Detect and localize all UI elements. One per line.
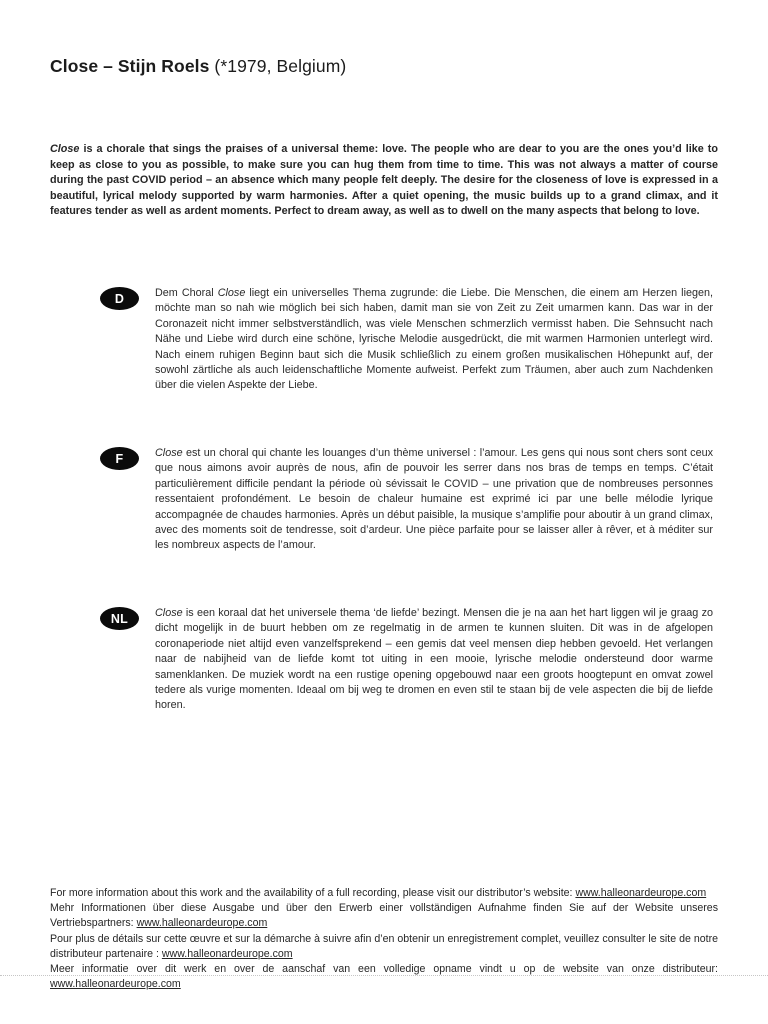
footer-paragraph-dutch [50, 962, 718, 992]
footer [50, 886, 718, 992]
paragraph-text: is een koraal dat het universele thema ‘de liefde’ bezingt. Mensen die je na aan het hart liggen wil je graag zo dicht mogelijk in de buurt hebben om ze regelmatig in de armen te kunnen sluiten. Dit was in de afgelopen coronaperiode niet altijd even vanzelfsprekend – een gemis dat veel mensen diep hebben gevoeld. Het verlangen naar de nabijheid van de liefde komt tot uiting in een mooie, lyrische melodie ondersteund door warme samenklanken. De muziek wordt na een rustige opening opgebouwd naar een groots hoogtepunt en omvat zowel tedere als vurige momenten. Ideaal om bij weg te dromen en even stil te staan bij de vele aspecten die bij de liefde horen. [155, 607, 713, 712]
badge-letter: NL [110, 611, 129, 626]
footer-paragraph-german [50, 901, 718, 931]
language-badge-nl [100, 607, 139, 630]
dutch-paragraph [155, 606, 713, 714]
work-title-italic: Close [155, 607, 183, 619]
badge-letter: D [114, 291, 125, 306]
scan-artifact-line [0, 975, 768, 976]
page-title [50, 56, 346, 77]
french-paragraph [155, 446, 713, 554]
distributor-link-english[interactable]: www.halleonardeurope.com [575, 887, 707, 899]
distributor-link-french[interactable]: www.halleonardeurope.com [161, 947, 293, 960]
paragraph-text: est un choral qui chante les louanges d’un thème universel : l’amour. Les gens qui nous sont chers sont ceux que nous aimons avoir auprès de nous, afin de pouvoir les serrer dans nos bras de temps en temps. C’était particulièrement difficile pendant la période où sévissait le COVID – une privation que de nombreuses personnes ressentaient profondément. Le besoin de chaleur humaine est exprimé ici par une belle mélodie lyrique accompagnée de chaudes harmonies. Après un début paisible, la musique s’amplifie pour aboutir à un grand climax, avec des moments soit de tendresse, soit d’ardeur. Une pièce parfaite pour se laisser aller à rêver, et à méditer sur les nombreux aspects de l’amour. [155, 447, 713, 552]
composer-birth-info: (*1979, Belgium) [209, 56, 347, 76]
footer-text: For more information about this work and the availability of a full recording, please visit our distributor’s website: [50, 887, 576, 899]
intro-paragraph-english [50, 142, 718, 220]
footer-text: Pour plus de détails sur cette œuvre et sur la démarche à suivre afin d’en obtenir un enregistrement complet, veuillez consulter le site de notre distributeur partenaire : [50, 932, 718, 960]
language-badge-d [100, 287, 139, 310]
german-paragraph [155, 286, 713, 394]
distributor-link-dutch[interactable]: www.halleonardeurope.com [50, 978, 181, 991]
paragraph-text: liegt ein universelles Thema zugrunde: die Liebe. Die Menschen, die einem am Herzen liegen, möchte man so nah wie möglich bei sich haben, damit man sie von Zeit zu Zeit umarmen kann. Das war in der Coronazeit nicht immer selbstverständlich, was viele Menschen schmerzlich vermisst haben. Die Sehnsucht nach Nähe und Liebe wird durch eine schöne, lyrische Melodie ausgedrückt, die mit warmen Harmonien unterlegt wird. Nach einem ruhigen Beginn baut sich die Musik schließlich zu einem großen musikalischen Höhepunkt auf, der sowohl zärtliche als auch leidenschaftliche Momente aufweist. Perfekt zum Träumen, aber auch zum Nachdenken über die vielen Aspekte der Liebe. [155, 287, 713, 392]
distributor-link-german[interactable]: www.halleonardeurope.com [136, 917, 268, 930]
paragraph-text-pre: Dem Choral [155, 287, 218, 299]
footer-paragraph-english [50, 886, 718, 901]
footer-text: Mehr Informationen über diese Ausgabe und über den Erwerb einer vollständigen Aufnahme finden Sie auf der Website unseres Vertriebspartners: [50, 902, 718, 930]
language-badge-f [100, 447, 139, 470]
section-dutch [100, 606, 713, 714]
work-title-italic: Close [217, 287, 246, 299]
section-german [100, 286, 713, 394]
footer-text: Meer informatie over dit werk en over de aanschaf van een volledige opname vindt u op de website van onze distributeur: [50, 963, 718, 976]
badge-letter: F [115, 451, 124, 466]
work-and-composer: Close – Stijn Roels [50, 56, 210, 76]
footer-paragraph-french [50, 932, 718, 962]
intro-text: is a chorale that sings the praises of a universal theme: love. The people who are dear to you are the ones you’d like to keep as close to you as possible, to make sure you can hug them from time to time. This was not always a matter of course during the past COVID period – an absence which many people felt deeply. The desire for the closeness of love is expressed in a beautiful, lyrical melody supported by warm harmonies. After a quiet opening, the music builds up to a grand climax, and it features tender as well as ardent moments. Perfect to dream away, as well as to dwell on the many aspects that belong to love. [50, 143, 718, 218]
work-title-italic: Close [155, 447, 183, 459]
work-title-italic: Close [50, 143, 80, 155]
section-french [100, 446, 713, 554]
